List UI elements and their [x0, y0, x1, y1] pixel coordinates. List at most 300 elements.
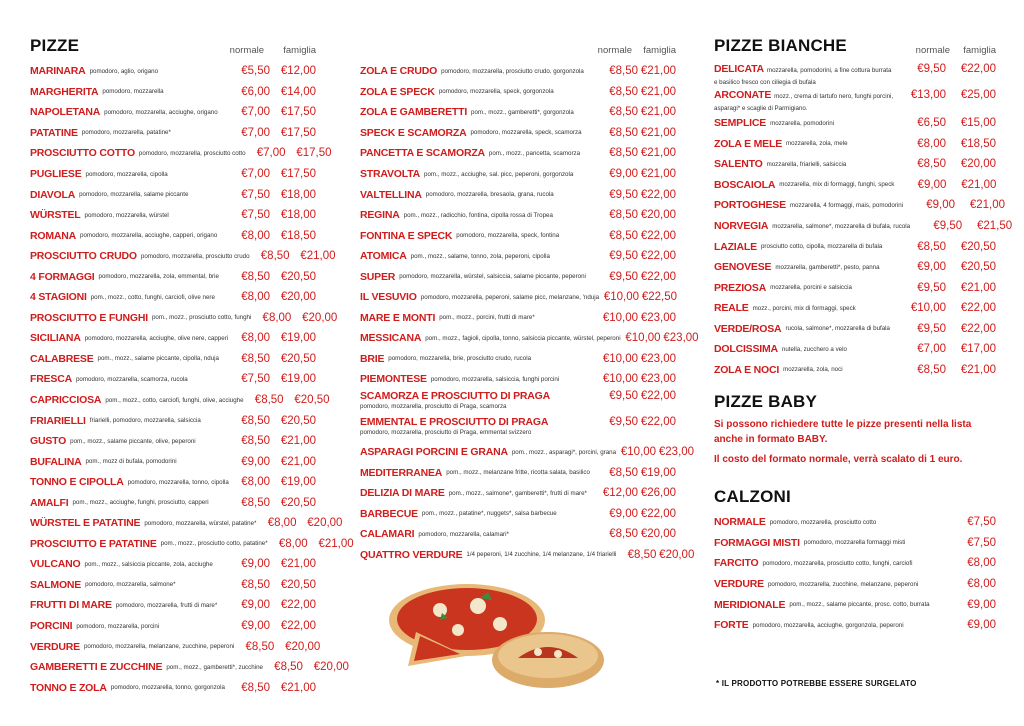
menu-item — [30, 616, 316, 637]
price-famiglia: €21,00 — [280, 558, 316, 571]
price-famiglia: €26,00 — [640, 487, 676, 500]
item-name: SICILIANA — [30, 332, 81, 345]
item-ingredients: pomodoro, mozzarella, prosciutto di Praga, scamorza — [360, 402, 507, 410]
item-ingredients: pomodoro, mozzarella, tonno, cipolla — [127, 478, 229, 486]
menu-item — [30, 369, 316, 390]
pizza-list — [30, 61, 354, 698]
price-normale: €12,00 — [602, 487, 638, 500]
item-name: FORTE — [714, 619, 749, 632]
menu-item — [360, 349, 676, 370]
section-title: CALZONI — [714, 487, 791, 507]
item-name: FORMAGGI MISTI — [714, 536, 800, 549]
section-header — [714, 485, 996, 507]
item-ingredients: pomodoro, mozzarella, tonno, gorgonzola — [110, 684, 225, 692]
item-name: PIEMONTESE — [360, 373, 427, 386]
menu-column-pizze — [30, 34, 354, 698]
item-ingredients: pomodoro, mozzarella formaggi misti — [803, 539, 906, 547]
price-famiglia: €22,00 — [280, 599, 316, 612]
menu-item — [30, 225, 316, 246]
price-famiglia: €22,00 — [640, 389, 676, 402]
price-famiglia: €23,00 — [658, 446, 695, 459]
item-ingredients: mozzarella, pomodorini — [770, 119, 835, 127]
menu-item — [714, 134, 996, 155]
price-normale: €8,50 — [609, 229, 638, 242]
item-ingredients: pomodoro, mozzarella, frutti di mare* — [115, 601, 218, 609]
item-ingredients: pomodoro, mozzarella, melanzane, zucchine, peperoni — [83, 643, 235, 651]
section-header — [360, 34, 676, 56]
item-name: SCAMORZA E PROSCIUTTO DI PRAGA — [360, 389, 551, 402]
price-normale: €9,00 — [609, 168, 638, 180]
item-name: FRUTTI DI MARE — [30, 599, 112, 612]
price-normale: €9,00 — [917, 178, 947, 191]
item-name: VERDE/ROSA — [714, 322, 782, 335]
item-ingredients: pomodoro, mozzarella, acciughe, gorgonzola, peperoni — [752, 621, 904, 629]
item-ingredients: pom., mozz., cotto, funghi, carciofi, olive nere — [90, 293, 215, 301]
menu-item — [30, 61, 316, 82]
price-famiglia: €21,00 — [300, 250, 336, 263]
menu-item — [30, 164, 316, 185]
menu-item — [30, 82, 316, 103]
menu-item — [714, 236, 996, 257]
item-name: TONNO E CIPOLLA — [30, 476, 124, 489]
item-name: QUATTRO VERDURE — [360, 548, 463, 561]
price-famiglia: €21,00 — [640, 168, 676, 180]
item-ingredients: pomodoro, aglio, origano — [89, 67, 159, 75]
item-ingredients: mozz., porcini, mix di formaggi, speck — [752, 304, 856, 312]
item-ingredients: pom., mozz., acciughe, sal. picc, peperoni, gorgonzola — [424, 170, 574, 178]
item-name: ZOLA E CRUDO — [360, 65, 438, 78]
item-name: VERDURE — [714, 578, 764, 591]
menu-item — [360, 524, 676, 545]
price-normale: €9,50 — [609, 270, 638, 283]
item-ingredients: pomodoro, mozzarella, prosciutto cotto — [138, 149, 246, 157]
item-ingredients: pomodoro, mozzarella, bresaola, grana, rucola — [425, 191, 554, 199]
price-famiglia: €20,00 — [285, 640, 321, 653]
price-normale: €9,50 — [609, 188, 638, 201]
menu-item — [714, 195, 1006, 216]
price-famiglia: €20,00 — [640, 209, 676, 222]
item-name: MARINARA — [30, 65, 86, 78]
item-ingredients: pomodoro, mozzarella, würstel — [84, 211, 169, 219]
section-title: PIZZE — [30, 36, 80, 55]
menu-item — [714, 277, 996, 298]
menu-item — [714, 615, 996, 636]
item-name: ZOLA E MELE — [714, 137, 782, 150]
menu-item — [30, 492, 316, 513]
item-ingredients: pom., mozz., salame, tonno, zola, peperoni, cipolla — [410, 252, 550, 260]
menu-item — [30, 431, 316, 452]
price-normale: €7,00 — [241, 106, 270, 119]
item-name: STRAVOLTA — [360, 168, 421, 180]
baby-info-line: Il costo del formato normale, verrà scalato di 1 euro. — [714, 454, 963, 466]
menu-item — [360, 416, 676, 442]
item-name: WÜRSTEL — [30, 209, 81, 222]
item-name: CALAMARI — [360, 528, 415, 541]
price-normale: €10,00 — [603, 291, 640, 304]
item-ingredients: mozzarella, gamberetti*, pesto, panna — [775, 263, 880, 271]
item-name: PORTOGHESE — [714, 199, 786, 212]
item-name: SEMPLICE — [714, 117, 767, 130]
section-header — [714, 390, 996, 412]
menu-item — [30, 575, 316, 596]
item-ingredients: pom., mozz., pancetta, scamorza — [488, 149, 581, 157]
price-famiglia: €19,00 — [280, 373, 316, 386]
price-famiglia: €20,00 — [302, 311, 338, 324]
item-name: FARCITO — [714, 557, 759, 570]
menu-item — [360, 369, 676, 390]
item-ingredients: rucola, salmone*, mozzarella di bufala — [785, 325, 890, 333]
pizza-illustration — [388, 580, 606, 692]
item-name: WÜRSTEL E PATATINE — [30, 517, 141, 530]
menu-item — [360, 164, 676, 185]
item-ingredients: pom., mozz., patatine*, nuggets*, salsa barbecue — [421, 510, 557, 518]
pizza-list — [360, 61, 699, 390]
price-famiglia: €18,00 — [280, 209, 316, 222]
item-ingredients: pom., mozz., cotto, carciofi, funghi, olive, acciughe — [105, 396, 244, 404]
item-name: REGINA — [360, 209, 400, 222]
price-normale: €8,50 — [609, 85, 638, 98]
menu-item — [30, 349, 316, 370]
price-normale: €9,00 — [241, 558, 270, 571]
price-famiglia: €20,50 — [960, 240, 996, 253]
price-normale: €10,00 — [625, 332, 661, 345]
menu-item — [360, 462, 676, 483]
item-ingredients: pomodoro, mozzarella, speck, fontina — [456, 232, 560, 240]
item-name: BRIE — [360, 352, 385, 365]
price-famiglia: €21,00 — [640, 85, 676, 98]
item-ingredients: prosciutto cotto, cipolla, mozzarella di bufala — [760, 243, 883, 251]
menu-item — [30, 246, 336, 267]
item-ingredients: pomodoro, mozzarella, acciughe, origano — [104, 108, 218, 116]
price-normale: €8,00 — [967, 578, 996, 591]
item-name: PROSCIUTTO COTTO — [30, 147, 135, 160]
price-normale: €8,50 — [260, 250, 290, 263]
item-name: VERDURE — [30, 640, 80, 653]
item-name: 4 STAGIONI — [30, 291, 87, 304]
price-normale: €8,50 — [241, 681, 270, 694]
price-famiglia: €22,00 — [960, 302, 996, 315]
price-normale: €7,00 — [241, 126, 270, 139]
menu-item — [30, 184, 316, 205]
menu-item — [714, 594, 996, 615]
price-normale: €5,50 — [241, 65, 270, 78]
price-normale: €8,50 — [609, 106, 638, 119]
price-famiglia: €14,00 — [280, 85, 316, 98]
item-name: DOLCISSIMA — [714, 343, 778, 356]
price-normale: €9,50 — [609, 389, 638, 402]
item-ingredients: pomodoro, mozzarella, prosciutto crudo — [140, 252, 250, 260]
menu-item — [714, 360, 996, 381]
item-name: SPECK E SCAMORZA — [360, 126, 467, 139]
menu-item — [714, 216, 1013, 237]
price-famiglia: €20,50 — [960, 261, 996, 274]
menu-item — [30, 143, 332, 164]
menu-item — [360, 544, 695, 565]
item-name: BOSCAIOLA — [714, 178, 776, 191]
item-name: TONNO E ZOLA — [30, 681, 107, 694]
price-normale: €8,00 — [241, 332, 270, 345]
price-normale: €8,50 — [241, 270, 270, 283]
price-normale: €8,50 — [245, 640, 275, 653]
menu-item — [360, 123, 676, 144]
price-normale: €8,50 — [241, 435, 270, 448]
item-ingredients: mozzarella, friarielli, salsiccia — [766, 160, 847, 168]
item-ingredients: pomodoro, mozzarella, acciughe, olive nere, capperi — [84, 334, 229, 342]
item-ingredients: pom., mozz., gamberetti*, gorgonzola — [471, 108, 574, 116]
price-famiglia: €18,50 — [960, 137, 996, 150]
section-header — [30, 34, 316, 56]
item-name: DELICATA — [714, 63, 764, 75]
item-name: REALE — [714, 302, 749, 315]
item-ingredients: pomodoro, mozzarella, zucchine, melanzane, peperoni — [767, 580, 919, 588]
normale-label: normale — [915, 45, 950, 56]
price-normale: €9,00 — [241, 620, 270, 633]
item-ingredients: pom., mozz., salame piccante, cipolla, nduja — [97, 355, 219, 363]
item-name: ZOLA E GAMBERETTI — [360, 106, 468, 119]
footnote: * IL PRODOTTO POTREBBE ESSERE SURGELATO — [716, 679, 917, 688]
price-famiglia: €21,00 — [960, 363, 996, 376]
item-name: PROSCIUTTO E FUNGHI — [30, 311, 148, 324]
item-name: MERIDIONALE — [714, 598, 786, 611]
price-normale: €9,50 — [609, 250, 638, 263]
item-ingredients: pom., mozz., acciughe, funghi, prosciutto, capperi — [72, 499, 209, 507]
item-ingredients: pomodoro, mozzarella — [102, 88, 164, 96]
price-normale: €8,50 — [254, 394, 284, 407]
menu-item — [30, 308, 338, 329]
item-name: SALMONE — [30, 578, 82, 591]
menu-item — [360, 390, 676, 416]
item-name: MARE E MONTI — [360, 311, 436, 324]
price-normale: €10,00 — [602, 352, 638, 365]
price-famiglia: €19,00 — [280, 476, 316, 489]
price-famiglia: €22,00 — [640, 229, 676, 242]
item-ingredients: pom., mozz., melanzane fritte, ricotta salata, basilico — [446, 469, 590, 477]
item-ingredients: 1/4 peperoni, 1/4 zucchine, 1/4 melanzane, 1/4 friarielli — [466, 551, 617, 559]
item-name: PANCETTA E SCAMORZA — [360, 147, 485, 160]
menu-item — [714, 87, 996, 113]
item-ingredients: pomodoro, mozzarella, peperoni, salame picc, melanzane, 'nduja — [420, 293, 600, 301]
famiglia-label: famiglia — [643, 45, 676, 56]
item-name: ARCONATE — [714, 89, 772, 101]
menu-item — [714, 512, 996, 533]
price-famiglia: €21,00 — [640, 65, 676, 78]
menu-item — [714, 61, 996, 87]
menu-item — [360, 442, 695, 463]
menu-item — [30, 636, 321, 657]
price-normale: €9,00 — [926, 199, 956, 212]
item-ingredients: pom., mozz., prosciutto cotto, patatine* — [160, 540, 268, 548]
price-famiglia: €21,00 — [961, 178, 997, 191]
price-famiglia: €21,00 — [960, 281, 996, 294]
section-title: PIZZE BIANCHE — [714, 36, 847, 55]
menu-item — [360, 287, 676, 308]
item-ingredients: pomodoro, mozzarella, prosciutto crudo, gorgonzola — [441, 67, 584, 75]
item-name: CALABRESE — [30, 352, 94, 365]
item-name: GENOVESE — [714, 261, 772, 274]
price-normale: €7,50 — [241, 188, 270, 201]
menu-item — [714, 553, 996, 574]
item-ingredients: pom., mozz., salame piccante, olive, peperoni — [70, 437, 196, 445]
menu-item — [30, 123, 316, 144]
price-normale: €8,50 — [917, 363, 946, 376]
item-name: ZOLA E NOCI — [714, 363, 780, 376]
price-normale: €9,50 — [917, 322, 946, 335]
item-name: NORMALE — [714, 516, 766, 529]
price-normale: €7,50 — [967, 536, 996, 549]
price-normale: €10,00 — [910, 302, 946, 315]
item-ingredients: mozzarella, zola, noci — [783, 366, 843, 374]
item-name: CAPRICCIOSA — [30, 394, 102, 407]
item-ingredients: pomodoro, mozzarella, calamari* — [418, 530, 509, 538]
baby-info-line: Si possono richiedere tutte le pizze presenti nella lista anche in formato BABY. — [714, 419, 972, 446]
price-normale: €8,50 — [241, 578, 270, 591]
item-name: VULCANO — [30, 558, 81, 571]
menu-item — [360, 328, 699, 349]
menu-item — [714, 257, 996, 278]
item-name: ZOLA E SPECK — [360, 85, 435, 98]
price-normale: €8,50 — [917, 240, 946, 253]
price-famiglia: €20,50 — [294, 394, 330, 407]
price-normale: €8,50 — [241, 352, 270, 365]
menu-item — [30, 451, 316, 472]
menu-item — [714, 339, 996, 360]
normale-label: normale — [229, 45, 264, 56]
item-ingredients: pomodoro, mozzarella, speck, scamorza — [470, 129, 582, 137]
price-famiglia: €20,50 — [280, 352, 316, 365]
menu-item — [714, 574, 996, 595]
item-ingredients: pom., mozz., salmone*, gamberetti*, frutti di mare* — [448, 489, 587, 497]
menu-item — [360, 205, 676, 226]
item-name: PROSCIUTTO CRUDO — [30, 250, 137, 263]
item-name: MARGHERITA — [30, 85, 99, 98]
famiglia-label: famiglia — [963, 45, 996, 56]
price-normale: €6,50 — [917, 117, 946, 130]
menu-item — [714, 533, 996, 554]
menu-item-text — [714, 63, 894, 87]
item-name: PUGLIESE — [30, 168, 82, 180]
menu-item — [30, 472, 316, 493]
item-name: VALTELLINA — [360, 188, 422, 201]
price-famiglia: €20,00 — [313, 661, 349, 674]
price-famiglia: €21,00 — [280, 435, 316, 448]
price-famiglia: €17,50 — [296, 147, 332, 160]
item-ingredients: pomodoro, mozzarella, zola, emmental, brie — [98, 273, 219, 281]
price-famiglia: €20,50 — [280, 270, 316, 283]
price-famiglia: €20,00 — [659, 548, 695, 561]
price-famiglia: €19,00 — [640, 466, 676, 479]
menu-item — [714, 175, 996, 196]
item-name: SALENTO — [714, 158, 763, 171]
price-normale: €13,00 — [910, 89, 946, 101]
price-famiglia: €22,00 — [640, 188, 676, 201]
menu-item — [360, 143, 676, 164]
item-name: GUSTO — [30, 435, 67, 448]
menu-item — [30, 595, 316, 616]
price-famiglia: €21,00 — [280, 681, 316, 694]
menu-item — [360, 102, 676, 123]
price-famiglia: €17,50 — [280, 126, 316, 139]
price-famiglia: €22,00 — [640, 415, 676, 428]
price-normale: €7,00 — [241, 168, 270, 180]
item-ingredients: mozzarella, pomodorini, a fine cottura burrata e basilico fresco con ciliegia di bufala — [714, 67, 892, 86]
price-famiglia: €19,00 — [280, 332, 316, 345]
price-normale: €8,00 — [241, 229, 270, 242]
item-name: EMMENTAL E PROSCIUTTO DI PRAGA — [360, 415, 549, 428]
price-famiglia: €18,00 — [280, 188, 316, 201]
menu-item — [30, 534, 354, 555]
item-name: DIAVOLA — [30, 188, 76, 201]
item-name: ASPARAGI PORCINI E GRANA — [360, 446, 508, 459]
price-normale: €9,50 — [917, 281, 946, 294]
item-name: PREZIOSA — [714, 281, 767, 294]
item-ingredients: pom., mozz., gamberetti*, zucchine — [166, 663, 263, 671]
item-name: NAPOLETANA — [30, 106, 101, 119]
item-name: BUFALINA — [30, 455, 82, 468]
price-famiglia: €22,00 — [640, 270, 676, 283]
price-famiglia: €17,50 — [280, 106, 316, 119]
menu-item — [360, 503, 676, 524]
price-famiglia: €20,00 — [640, 528, 676, 541]
item-name: DELIZIA DI MARE — [360, 487, 445, 500]
price-normale: €9,00 — [917, 261, 946, 274]
item-name: NORVEGIA — [714, 220, 769, 232]
price-famiglia: €17,50 — [280, 168, 316, 180]
menu-item — [360, 483, 676, 504]
item-ingredients: pom., mozz., fagioli, cipolla, tonno, salsiccia piccante, würstel, peperoni — [425, 334, 621, 342]
item-name: IL VESUVIO — [360, 291, 417, 304]
price-normale: €6,00 — [241, 85, 270, 98]
menu-item — [30, 513, 343, 534]
price-famiglia: €22,00 — [280, 620, 316, 633]
menu-column-bianche — [714, 34, 1013, 635]
price-normale: €9,00 — [609, 507, 638, 520]
pizza-list-two-line — [360, 390, 676, 442]
item-ingredients: pomodoro, mozzarella, salmone* — [85, 581, 176, 589]
item-ingredients: pomodoro, mozzarella, porcini — [76, 622, 160, 630]
menu-item — [30, 102, 316, 123]
section-title: PIZZE BABY — [714, 392, 818, 412]
price-famiglia: €20,00 — [280, 291, 316, 304]
price-famiglia: €20,00 — [960, 158, 996, 171]
price-normale: €8,00 — [967, 557, 996, 570]
item-ingredients: pom., mozz., radicchio, fontina, cipolla rossa di Tropea — [403, 211, 553, 219]
price-famiglia: €20,50 — [280, 578, 316, 591]
item-name: ROMANA — [30, 229, 77, 242]
item-name: FONTINA E SPECK — [360, 229, 453, 242]
item-ingredients: pom., mozz di bufala, pomodorini — [85, 458, 177, 466]
menu-item — [360, 61, 676, 82]
item-name: AMALFI — [30, 496, 69, 509]
price-normale: €8,50 — [609, 528, 638, 541]
item-ingredients: pom., mozz., porcini, frutti di mare* — [439, 314, 535, 322]
price-normale: €8,00 — [267, 517, 297, 530]
price-normale: €8,50 — [917, 158, 946, 171]
menu-item — [360, 82, 676, 103]
pizza-list — [714, 113, 1013, 380]
price-famiglia: €23,00 — [663, 332, 699, 345]
price-famiglia: €20,50 — [280, 496, 316, 509]
item-ingredients: pomodoro, mozzarella, prosciutto cotto, funghi, carciofi — [762, 559, 913, 567]
item-ingredients: pom., mozz., salame piccante, prosc. cotto, burrata — [789, 601, 930, 609]
price-normale: €8,50 — [241, 414, 270, 427]
menu-item-text — [360, 390, 598, 411]
price-famiglia: €21,00 — [280, 455, 316, 468]
item-ingredients: pomodoro, mozzarella, acciughe, capperi, origano — [80, 232, 218, 240]
price-normale: €8,50 — [609, 209, 638, 222]
item-ingredients: pomodoro, mozzarella, prosciutto cotto — [769, 518, 877, 526]
price-famiglia: €25,00 — [960, 89, 996, 101]
item-ingredients: mozzarella, porcini e salsiccia — [770, 284, 852, 292]
